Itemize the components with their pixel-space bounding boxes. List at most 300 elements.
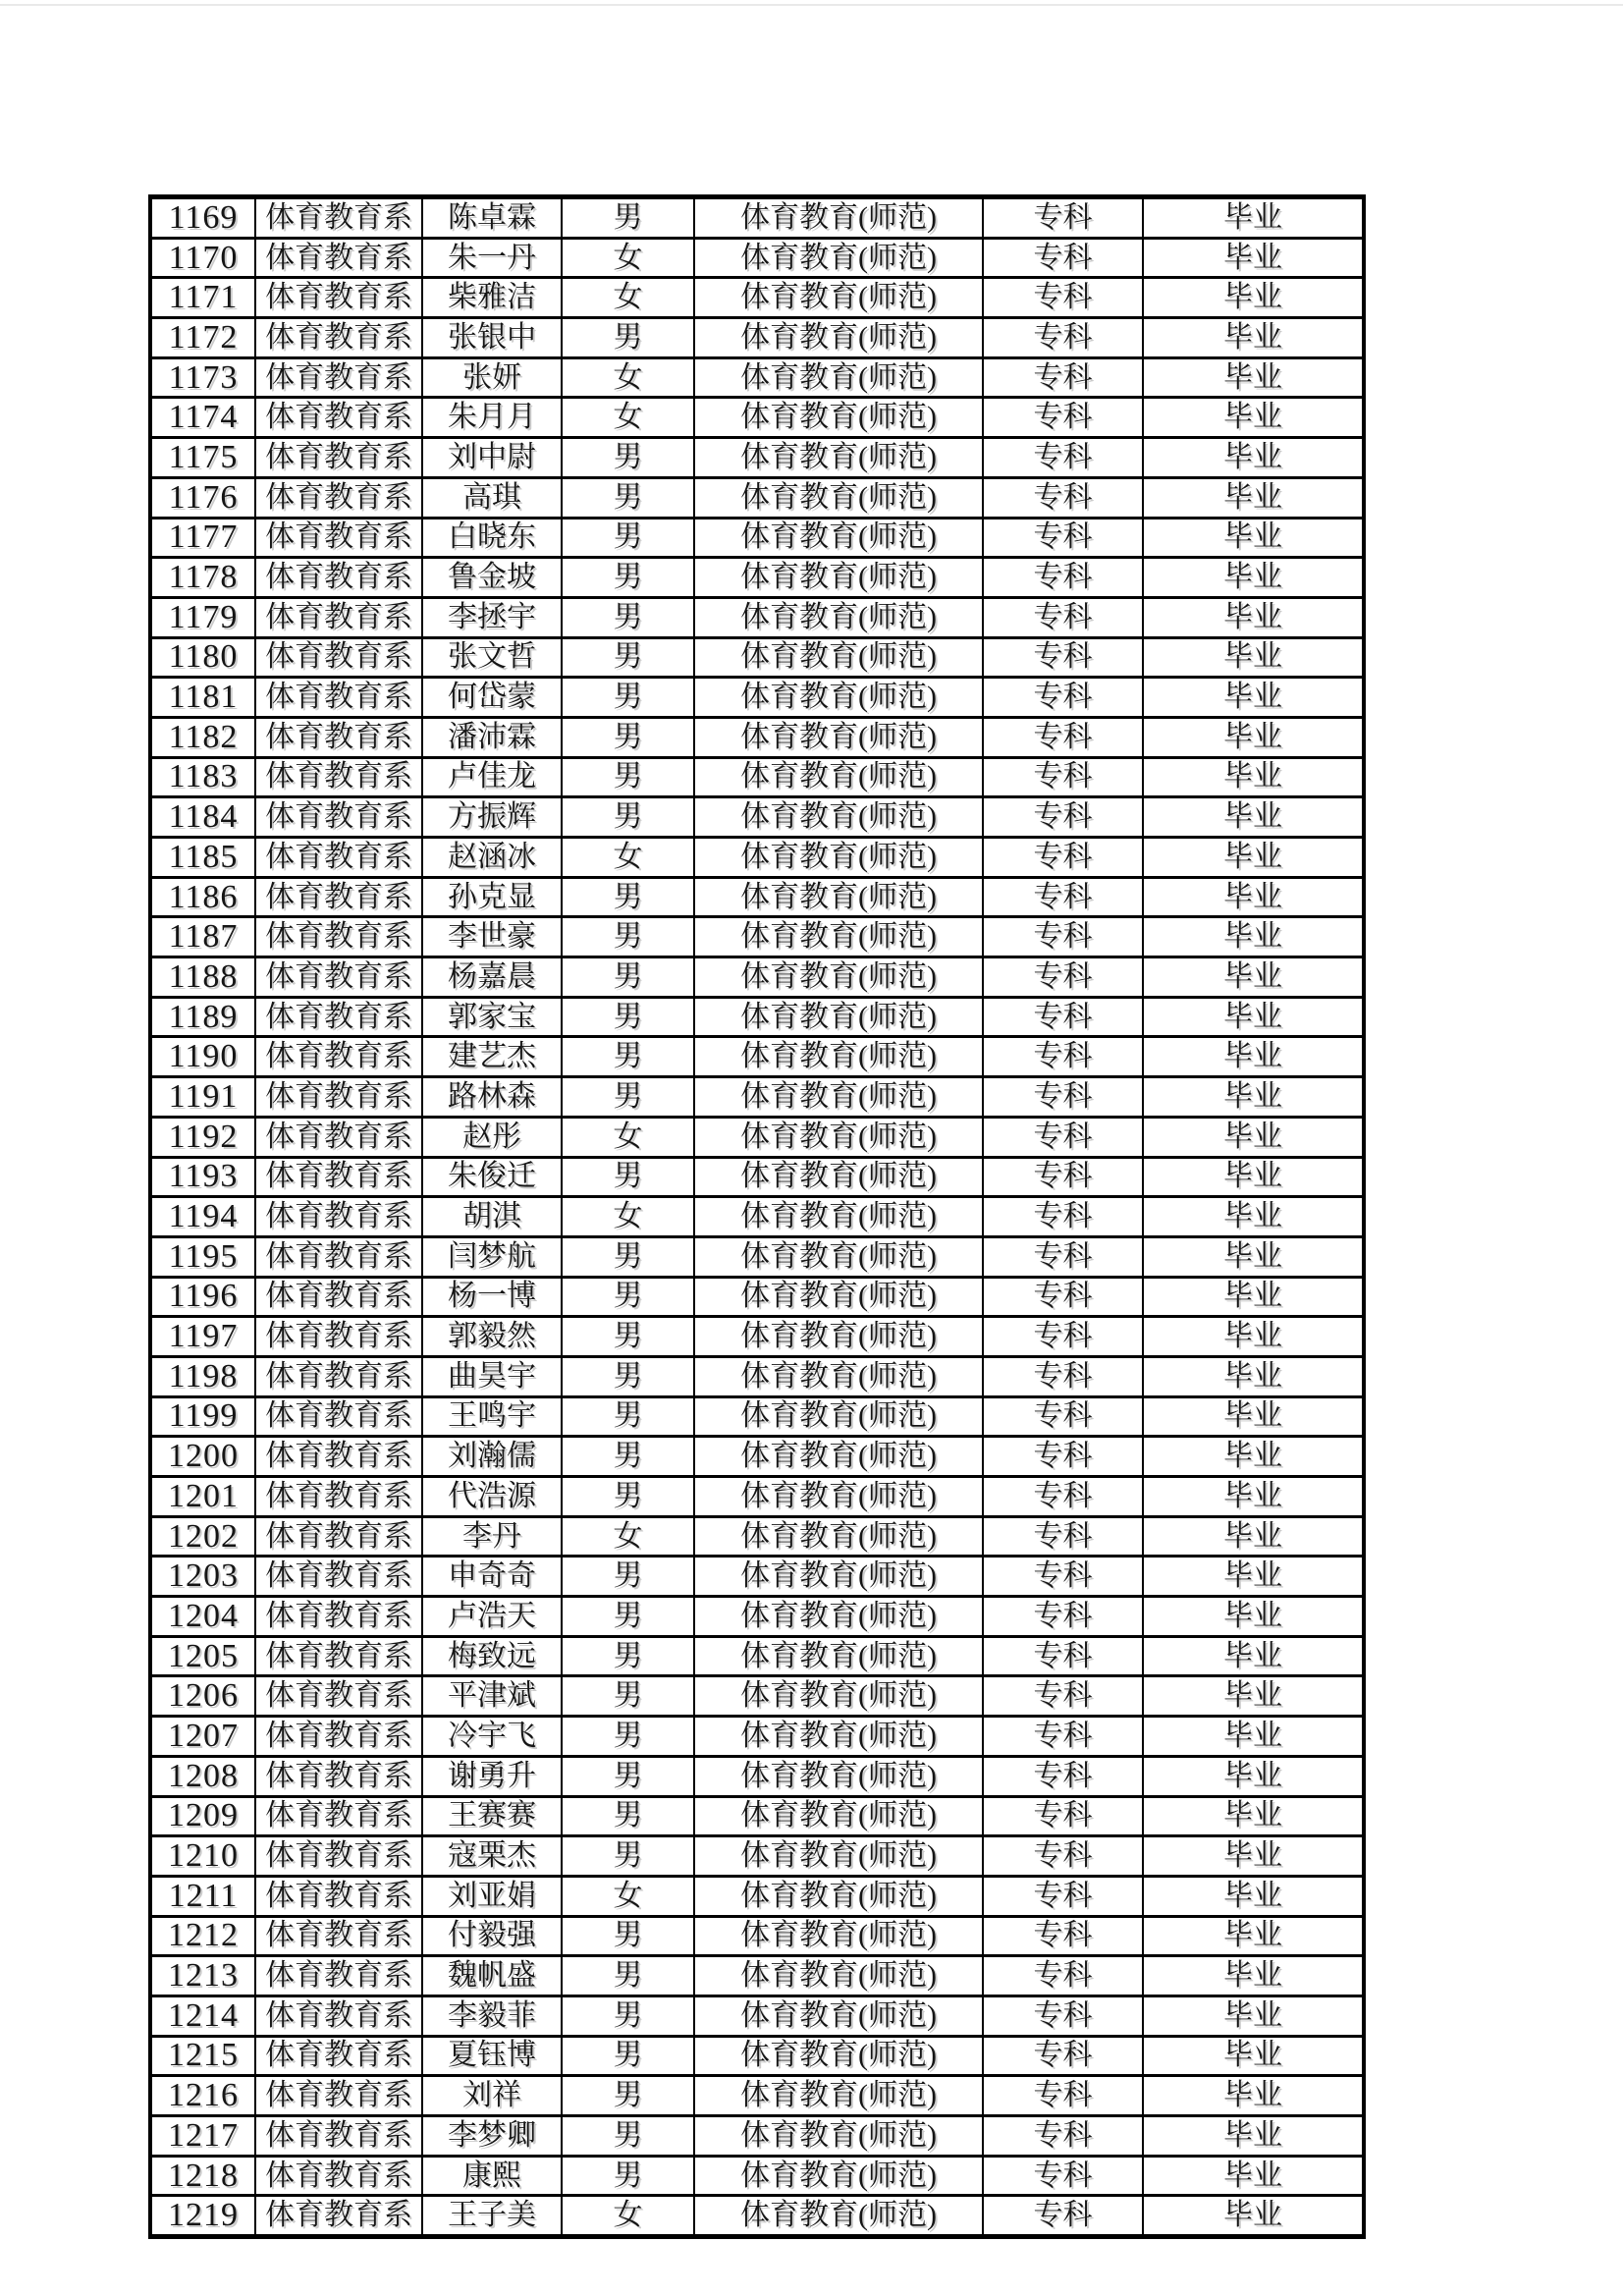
education-level-cell: 专科: [983, 838, 1143, 878]
department-cell: 体育教育系: [255, 1916, 422, 1956]
student-name-cell: 刘中尉: [422, 438, 562, 478]
serial-number-cell: 1194: [150, 1197, 255, 1237]
serial-number-cell: 1172: [150, 318, 255, 358]
serial-number-cell: 1187: [150, 917, 255, 957]
serial-number-cell: 1192: [150, 1117, 255, 1157]
education-level-cell: 专科: [983, 1197, 1143, 1237]
major-cell: 体育教育(师范): [694, 877, 983, 917]
department-cell: 体育教育系: [255, 2196, 422, 2237]
student-name-cell: 朱月月: [422, 398, 562, 438]
gender-cell: 男: [562, 597, 694, 637]
serial-number-cell: 1176: [150, 477, 255, 518]
department-cell: 体育教育系: [255, 398, 422, 438]
department-cell: 体育教育系: [255, 997, 422, 1037]
major-cell: 体育教育(师范): [694, 1157, 983, 1197]
department-cell: 体育教育系: [255, 1477, 422, 1517]
education-level-cell: 专科: [983, 1037, 1143, 1077]
student-name-cell: 李拯宇: [422, 597, 562, 637]
graduation-status-cell: 毕业: [1143, 197, 1364, 239]
education-level-cell: 专科: [983, 1077, 1143, 1118]
major-cell: 体育教育(师范): [694, 957, 983, 998]
serial-number-cell: 1188: [150, 957, 255, 998]
table-row: [150, 917, 1364, 957]
education-level-cell: 专科: [983, 398, 1143, 438]
education-level-cell: 专科: [983, 1676, 1143, 1717]
education-level-cell: 专科: [983, 1236, 1143, 1277]
major-cell: 体育教育(师范): [694, 1876, 983, 1916]
table-row: [150, 1956, 1364, 1996]
major-cell: 体育教育(师范): [694, 997, 983, 1037]
serial-number-cell: 1218: [150, 2156, 255, 2196]
student-name-cell: 孙克显: [422, 877, 562, 917]
education-level-cell: 专科: [983, 1277, 1143, 1317]
graduation-status-cell: 毕业: [1143, 1516, 1364, 1557]
serial-number-cell: 1203: [150, 1557, 255, 1597]
gender-cell: 男: [562, 957, 694, 998]
department-cell: 体育教育系: [255, 877, 422, 917]
table-row: [150, 637, 1364, 678]
graduation-status-cell: 毕业: [1143, 1557, 1364, 1597]
gender-cell: 男: [562, 1437, 694, 1477]
student-name-cell: 梅致远: [422, 1636, 562, 1676]
major-cell: 体育教育(师范): [694, 2036, 983, 2076]
serial-number-cell: 1178: [150, 558, 255, 598]
department-cell: 体育教育系: [255, 477, 422, 518]
major-cell: 体育教育(师范): [694, 2076, 983, 2116]
department-cell: 体育教育系: [255, 197, 422, 239]
table-row: [150, 1037, 1364, 1077]
graduation-status-cell: 毕业: [1143, 2156, 1364, 2196]
table-row: [150, 1077, 1364, 1118]
gender-cell: 男: [562, 1356, 694, 1396]
graduation-status-cell: 毕业: [1143, 357, 1364, 398]
gender-cell: 男: [562, 438, 694, 478]
department-cell: 体育教育系: [255, 357, 422, 398]
education-level-cell: 专科: [983, 318, 1143, 358]
education-level-cell: 专科: [983, 1876, 1143, 1916]
department-cell: 体育教育系: [255, 1157, 422, 1197]
gender-cell: 女: [562, 1876, 694, 1916]
department-cell: 体育教育系: [255, 1117, 422, 1157]
table-row: [150, 1516, 1364, 1557]
department-cell: 体育教育系: [255, 717, 422, 757]
department-cell: 体育教育系: [255, 1557, 422, 1597]
major-cell: 体育教育(师范): [694, 438, 983, 478]
major-cell: 体育教育(师范): [694, 1117, 983, 1157]
serial-number-cell: 1173: [150, 357, 255, 398]
student-name-cell: 代浩源: [422, 1477, 562, 1517]
gender-cell: 男: [562, 1277, 694, 1317]
department-cell: 体育教育系: [255, 1676, 422, 1717]
department-cell: 体育教育系: [255, 2116, 422, 2157]
serial-number-cell: 1195: [150, 1236, 255, 1277]
major-cell: 体育教育(师范): [694, 2156, 983, 2196]
gender-cell: 男: [562, 1956, 694, 1996]
major-cell: 体育教育(师范): [694, 838, 983, 878]
table-row: [150, 1236, 1364, 1277]
department-cell: 体育教育系: [255, 438, 422, 478]
gender-cell: 女: [562, 238, 694, 278]
graduation-status-cell: 毕业: [1143, 2076, 1364, 2116]
department-cell: 体育教育系: [255, 757, 422, 797]
serial-number-cell: 1199: [150, 1396, 255, 1437]
table-row: [150, 1876, 1364, 1916]
major-cell: 体育教育(师范): [694, 278, 983, 318]
graduation-status-cell: 毕业: [1143, 1477, 1364, 1517]
serial-number-cell: 1219: [150, 2196, 255, 2237]
student-name-cell: 朱一丹: [422, 238, 562, 278]
education-level-cell: 专科: [983, 637, 1143, 678]
major-cell: 体育教育(师范): [694, 1516, 983, 1557]
department-cell: 体育教育系: [255, 1995, 422, 2036]
education-level-cell: 专科: [983, 1557, 1143, 1597]
major-cell: 体育教育(师范): [694, 1236, 983, 1277]
education-level-cell: 专科: [983, 597, 1143, 637]
graduation-status-cell: 毕业: [1143, 438, 1364, 478]
gender-cell: 男: [562, 197, 694, 239]
student-name-cell: 曲昊宇: [422, 1356, 562, 1396]
department-cell: 体育教育系: [255, 1277, 422, 1317]
graduation-status-cell: 毕业: [1143, 518, 1364, 558]
department-cell: 体育教育系: [255, 318, 422, 358]
education-level-cell: 专科: [983, 357, 1143, 398]
gender-cell: 女: [562, 2196, 694, 2237]
serial-number-cell: 1169: [150, 197, 255, 239]
table-row: [150, 1636, 1364, 1676]
serial-number-cell: 1177: [150, 518, 255, 558]
gender-cell: 男: [562, 1717, 694, 1757]
education-level-cell: 专科: [983, 1597, 1143, 1637]
graduation-status-cell: 毕业: [1143, 2196, 1364, 2237]
student-name-cell: 陈卓霖: [422, 197, 562, 239]
graduation-status-cell: 毕业: [1143, 678, 1364, 718]
graduation-status-cell: 毕业: [1143, 1236, 1364, 1277]
education-level-cell: 专科: [983, 917, 1143, 957]
serial-number-cell: 1174: [150, 398, 255, 438]
gender-cell: 男: [562, 637, 694, 678]
major-cell: 体育教育(师范): [694, 518, 983, 558]
department-cell: 体育教育系: [255, 797, 422, 838]
table-row: [150, 1197, 1364, 1237]
serial-number-cell: 1204: [150, 1597, 255, 1637]
table-row: [150, 717, 1364, 757]
student-name-cell: 魏帆盛: [422, 1956, 562, 1996]
serial-number-cell: 1205: [150, 1636, 255, 1676]
serial-number-cell: 1208: [150, 1756, 255, 1796]
graduation-status-cell: 毕业: [1143, 957, 1364, 998]
graduation-status-cell: 毕业: [1143, 2116, 1364, 2157]
gender-cell: 男: [562, 678, 694, 718]
department-cell: 体育教育系: [255, 1037, 422, 1077]
education-level-cell: 专科: [983, 2076, 1143, 2116]
table-row: [150, 518, 1364, 558]
table-row: [150, 957, 1364, 998]
table-row: [150, 1117, 1364, 1157]
major-cell: 体育教育(师范): [694, 597, 983, 637]
table-row: [150, 1756, 1364, 1796]
serial-number-cell: 1185: [150, 838, 255, 878]
student-name-cell: 赵涵冰: [422, 838, 562, 878]
major-cell: 体育教育(师范): [694, 1437, 983, 1477]
department-cell: 体育教育系: [255, 1317, 422, 1357]
department-cell: 体育教育系: [255, 1836, 422, 1877]
major-cell: 体育教育(师范): [694, 917, 983, 957]
gender-cell: 男: [562, 477, 694, 518]
student-name-cell: 张妍: [422, 357, 562, 398]
student-name-cell: 李梦卿: [422, 2116, 562, 2157]
graduation-status-cell: 毕业: [1143, 477, 1364, 518]
student-name-cell: 冷宇飞: [422, 1717, 562, 1757]
major-cell: 体育教育(师范): [694, 1197, 983, 1237]
education-level-cell: 专科: [983, 2156, 1143, 2196]
graduation-status-cell: 毕业: [1143, 238, 1364, 278]
table-row: [150, 1277, 1364, 1317]
major-cell: 体育教育(师范): [694, 238, 983, 278]
department-cell: 体育教育系: [255, 1516, 422, 1557]
table-row: [150, 1676, 1364, 1717]
student-name-cell: 谢勇升: [422, 1756, 562, 1796]
gender-cell: 男: [562, 1995, 694, 2036]
gender-cell: 男: [562, 997, 694, 1037]
graduation-status-cell: 毕业: [1143, 1117, 1364, 1157]
major-cell: 体育教育(师范): [694, 1956, 983, 1996]
major-cell: 体育教育(师范): [694, 318, 983, 358]
department-cell: 体育教育系: [255, 1077, 422, 1118]
department-cell: 体育教育系: [255, 637, 422, 678]
table-row: [150, 2196, 1364, 2237]
graduation-status-cell: 毕业: [1143, 838, 1364, 878]
graduation-status-cell: 毕业: [1143, 597, 1364, 637]
graduation-status-cell: 毕业: [1143, 757, 1364, 797]
serial-number-cell: 1184: [150, 797, 255, 838]
major-cell: 体育教育(师范): [694, 1477, 983, 1517]
graduation-status-cell: 毕业: [1143, 1277, 1364, 1317]
education-level-cell: 专科: [983, 558, 1143, 598]
education-level-cell: 专科: [983, 1356, 1143, 1396]
department-cell: 体育教育系: [255, 2036, 422, 2076]
department-cell: 体育教育系: [255, 1756, 422, 1796]
major-cell: 体育教育(师范): [694, 2196, 983, 2237]
student-roster-table: [148, 194, 1366, 2239]
table-row: [150, 2116, 1364, 2157]
graduation-status-cell: 毕业: [1143, 1756, 1364, 1796]
gender-cell: 男: [562, 1636, 694, 1676]
student-name-cell: 李丹: [422, 1516, 562, 1557]
education-level-cell: 专科: [983, 438, 1143, 478]
table-row: [150, 1717, 1364, 1757]
serial-number-cell: 1209: [150, 1796, 255, 1836]
student-name-cell: 杨嘉晨: [422, 957, 562, 998]
major-cell: 体育教育(师范): [694, 1277, 983, 1317]
major-cell: 体育教育(师范): [694, 1037, 983, 1077]
table-row: [150, 597, 1364, 637]
student-name-cell: 胡淇: [422, 1197, 562, 1237]
gender-cell: 男: [562, 1756, 694, 1796]
department-cell: 体育教育系: [255, 1796, 422, 1836]
table-row: [150, 438, 1364, 478]
serial-number-cell: 1214: [150, 1995, 255, 2036]
serial-number-cell: 1215: [150, 2036, 255, 2076]
serial-number-cell: 1182: [150, 717, 255, 757]
education-level-cell: 专科: [983, 1396, 1143, 1437]
table-row: [150, 1796, 1364, 1836]
department-cell: 体育教育系: [255, 597, 422, 637]
department-cell: 体育教育系: [255, 558, 422, 598]
major-cell: 体育教育(师范): [694, 477, 983, 518]
gender-cell: 男: [562, 1396, 694, 1437]
major-cell: 体育教育(师范): [694, 398, 983, 438]
student-name-cell: 路林森: [422, 1077, 562, 1118]
education-level-cell: 专科: [983, 1796, 1143, 1836]
serial-number-cell: 1217: [150, 2116, 255, 2157]
graduation-status-cell: 毕业: [1143, 1157, 1364, 1197]
department-cell: 体育教育系: [255, 1956, 422, 1996]
gender-cell: 男: [562, 1916, 694, 1956]
gender-cell: 男: [562, 2076, 694, 2116]
education-level-cell: 专科: [983, 678, 1143, 718]
department-cell: 体育教育系: [255, 838, 422, 878]
gender-cell: 女: [562, 398, 694, 438]
department-cell: 体育教育系: [255, 1396, 422, 1437]
student-name-cell: 付毅强: [422, 1916, 562, 1956]
gender-cell: 男: [562, 1236, 694, 1277]
table-row: [150, 1317, 1364, 1357]
student-name-cell: 李世豪: [422, 917, 562, 957]
table-row: [150, 1836, 1364, 1877]
education-level-cell: 专科: [983, 957, 1143, 998]
major-cell: 体育教育(师范): [694, 1796, 983, 1836]
graduation-status-cell: 毕业: [1143, 997, 1364, 1037]
major-cell: 体育教育(师范): [694, 1557, 983, 1597]
education-level-cell: 专科: [983, 1117, 1143, 1157]
serial-number-cell: 1179: [150, 597, 255, 637]
serial-number-cell: 1190: [150, 1037, 255, 1077]
serial-number-cell: 1180: [150, 637, 255, 678]
serial-number-cell: 1212: [150, 1916, 255, 1956]
student-name-cell: 李毅菲: [422, 1995, 562, 2036]
graduation-status-cell: 毕业: [1143, 1396, 1364, 1437]
major-cell: 体育教育(师范): [694, 1916, 983, 1956]
table-row: [150, 1157, 1364, 1197]
graduation-status-cell: 毕业: [1143, 1995, 1364, 2036]
department-cell: 体育教育系: [255, 1597, 422, 1637]
graduation-status-cell: 毕业: [1143, 637, 1364, 678]
department-cell: 体育教育系: [255, 278, 422, 318]
department-cell: 体育教育系: [255, 2076, 422, 2116]
major-cell: 体育教育(师范): [694, 1995, 983, 2036]
scan-edge-artifact: [0, 4, 1623, 6]
education-level-cell: 专科: [983, 1157, 1143, 1197]
gender-cell: 男: [562, 877, 694, 917]
education-level-cell: 专科: [983, 1636, 1143, 1676]
table-row: [150, 1597, 1364, 1637]
major-cell: 体育教育(师范): [694, 1636, 983, 1676]
education-level-cell: 专科: [983, 1317, 1143, 1357]
gender-cell: 男: [562, 558, 694, 598]
student-name-cell: 刘瀚儒: [422, 1437, 562, 1477]
major-cell: 体育教育(师范): [694, 1676, 983, 1717]
student-name-cell: 何岱蒙: [422, 678, 562, 718]
serial-number-cell: 1189: [150, 997, 255, 1037]
education-level-cell: 专科: [983, 238, 1143, 278]
department-cell: 体育教育系: [255, 238, 422, 278]
major-cell: 体育教育(师范): [694, 678, 983, 718]
table-row: [150, 477, 1364, 518]
gender-cell: 男: [562, 797, 694, 838]
major-cell: 体育教育(师范): [694, 637, 983, 678]
education-level-cell: 专科: [983, 1477, 1143, 1517]
student-name-cell: 王赛赛: [422, 1796, 562, 1836]
education-level-cell: 专科: [983, 197, 1143, 239]
serial-number-cell: 1216: [150, 2076, 255, 2116]
graduation-status-cell: 毕业: [1143, 1356, 1364, 1396]
serial-number-cell: 1201: [150, 1477, 255, 1517]
graduation-status-cell: 毕业: [1143, 717, 1364, 757]
serial-number-cell: 1213: [150, 1956, 255, 1996]
table-row: [150, 1557, 1364, 1597]
graduation-status-cell: 毕业: [1143, 1597, 1364, 1637]
student-name-cell: 高琪: [422, 477, 562, 518]
student-name-cell: 王子美: [422, 2196, 562, 2237]
serial-number-cell: 1206: [150, 1676, 255, 1717]
graduation-status-cell: 毕业: [1143, 1796, 1364, 1836]
education-level-cell: 专科: [983, 997, 1143, 1037]
gender-cell: 男: [562, 1077, 694, 1118]
student-name-cell: 朱俊迁: [422, 1157, 562, 1197]
student-name-cell: 白晓东: [422, 518, 562, 558]
student-roster-table-body: [150, 197, 1364, 2237]
graduation-status-cell: 毕业: [1143, 917, 1364, 957]
student-name-cell: 卢浩天: [422, 1597, 562, 1637]
education-level-cell: 专科: [983, 518, 1143, 558]
graduation-status-cell: 毕业: [1143, 1037, 1364, 1077]
graduation-status-cell: 毕业: [1143, 1636, 1364, 1676]
major-cell: 体育教育(师范): [694, 1077, 983, 1118]
education-level-cell: 专科: [983, 278, 1143, 318]
gender-cell: 男: [562, 1597, 694, 1637]
serial-number-cell: 1211: [150, 1876, 255, 1916]
graduation-status-cell: 毕业: [1143, 1956, 1364, 1996]
gender-cell: 男: [562, 318, 694, 358]
student-name-cell: 潘沛霖: [422, 717, 562, 757]
gender-cell: 男: [562, 1557, 694, 1597]
student-name-cell: 郭家宝: [422, 997, 562, 1037]
serial-number-cell: 1193: [150, 1157, 255, 1197]
table-row: [150, 877, 1364, 917]
education-level-cell: 专科: [983, 1437, 1143, 1477]
major-cell: 体育教育(师范): [694, 797, 983, 838]
student-name-cell: 赵彤: [422, 1117, 562, 1157]
major-cell: 体育教育(师范): [694, 357, 983, 398]
education-level-cell: 专科: [983, 1516, 1143, 1557]
student-name-cell: 建艺杰: [422, 1037, 562, 1077]
graduation-status-cell: 毕业: [1143, 1717, 1364, 1757]
major-cell: 体育教育(师范): [694, 1836, 983, 1877]
major-cell: 体育教育(师范): [694, 1396, 983, 1437]
graduation-status-cell: 毕业: [1143, 797, 1364, 838]
table-row: [150, 558, 1364, 598]
department-cell: 体育教育系: [255, 1876, 422, 1916]
gender-cell: 男: [562, 518, 694, 558]
education-level-cell: 专科: [983, 717, 1143, 757]
table-row: [150, 1437, 1364, 1477]
gender-cell: 男: [562, 1836, 694, 1877]
major-cell: 体育教育(师范): [694, 1356, 983, 1396]
gender-cell: 女: [562, 278, 694, 318]
student-name-cell: 卢佳龙: [422, 757, 562, 797]
serial-number-cell: 1210: [150, 1836, 255, 1877]
education-level-cell: 专科: [983, 877, 1143, 917]
